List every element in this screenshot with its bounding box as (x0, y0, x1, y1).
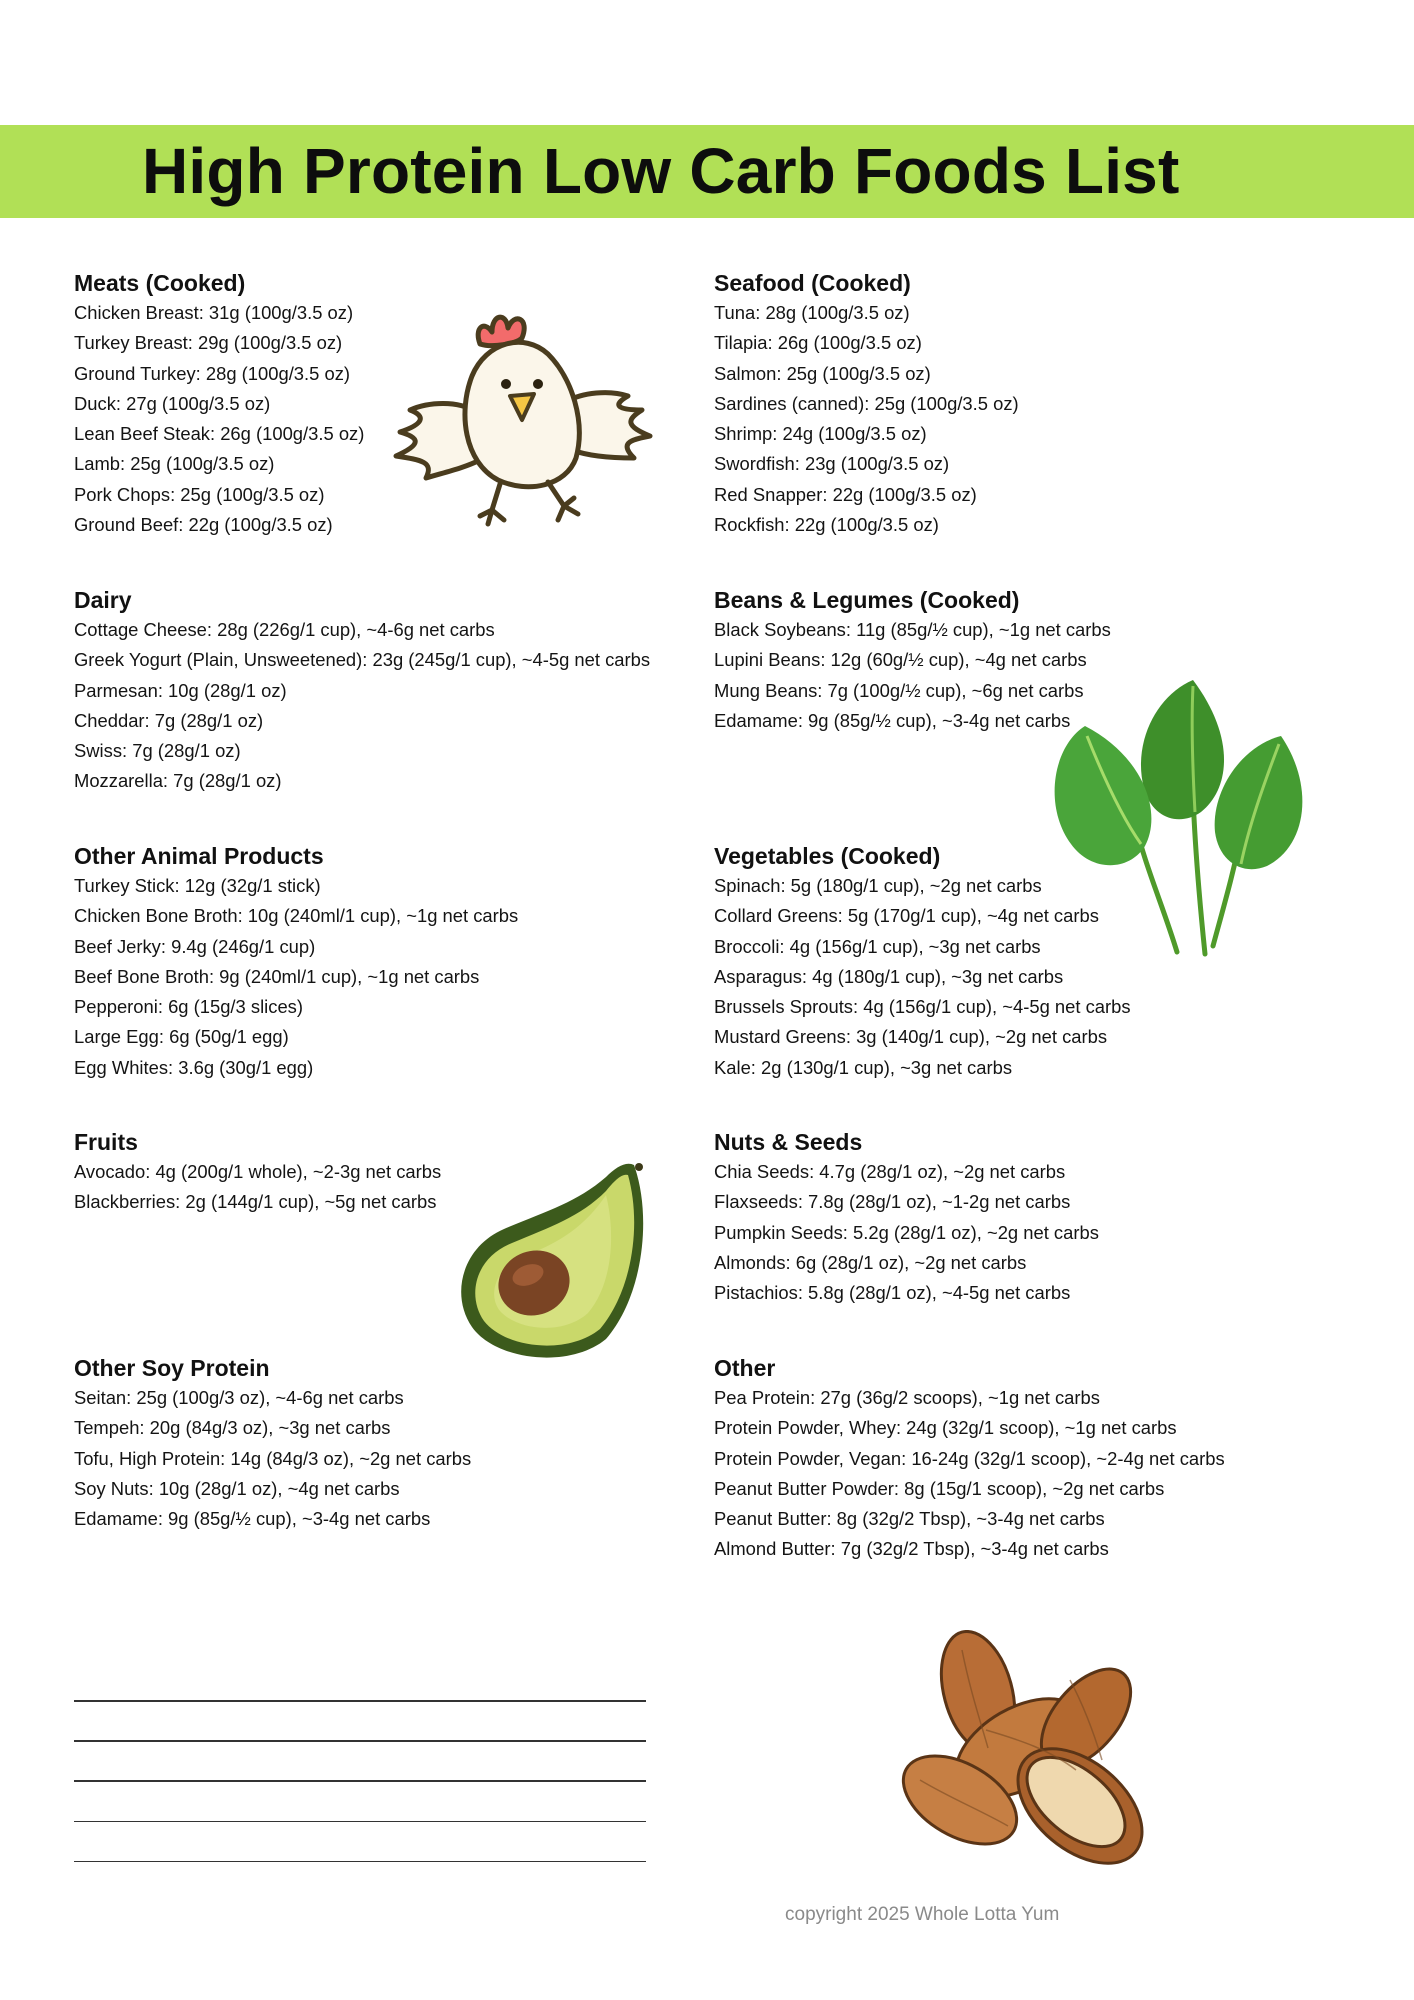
food-list (714, 1157, 1099, 1308)
food-item: Shrimp: 24g (100g/3.5 oz) (714, 423, 927, 445)
food-item: Asparagus: 4g (180g/1 cup), ~3g net carbs (714, 965, 1064, 987)
food-item: Mustard Greens: 3g (140g/1 cup), ~2g net carbs (714, 1026, 1108, 1048)
food-item: Ground Beef: 22g (100g/3.5 oz) (74, 514, 333, 536)
food-item: Seitan: 25g (100g/3 oz), ~4-6g net carbs (74, 1387, 404, 1408)
section-heading: Other (714, 1355, 776, 1381)
food-item: Lamb: 25g (100g/3.5 oz) (74, 453, 275, 475)
food-item: Duck: 27g (100g/3.5 oz) (74, 392, 271, 414)
note-line (74, 1700, 646, 1702)
section-other (714, 1353, 1225, 1565)
section-meats (74, 268, 364, 540)
note-line (74, 1780, 646, 1782)
food-item: Collard Greens: 5g (170g/1 cup), ~4g net carbs (714, 905, 1099, 927)
almonds-illustration (890, 1630, 1180, 1880)
food-item: Beef Bone Broth: 9g (240ml/1 cup), ~1g net carbs (74, 965, 480, 987)
food-item: Large Egg: 6g (50g/1 egg) (74, 1026, 289, 1048)
section-heading: Meats (Cooked) (74, 270, 246, 296)
section-heading: Fruits (74, 1129, 138, 1155)
food-item: Red Snapper: 22g (100g/3.5 oz) (714, 483, 977, 505)
section-heading: Other Soy Protein (74, 1355, 270, 1381)
avocado-illustration (456, 1155, 652, 1361)
note-line (74, 1821, 646, 1823)
food-list (74, 615, 650, 797)
food-item: Egg Whites: 3.6g (30g/1 egg) (74, 1056, 314, 1078)
food-item: Peanut Butter: 8g (32g/2 Tbsp), ~3-4g net carbs (714, 1508, 1105, 1530)
food-item: Rockfish: 22g (100g/3.5 oz) (714, 514, 939, 536)
food-item: Mozzarella: 7g (28g/1 oz) (74, 770, 282, 792)
food-item: Cheddar: 7g (28g/1 oz) (74, 709, 264, 731)
page-title: High Protein Low Carb Foods List (142, 135, 1180, 207)
section-heading: Nuts & Seeds (714, 1129, 863, 1155)
section-heading: Other Animal Products (74, 843, 324, 869)
food-item: Lupini Beans: 12g (60g/½ cup), ~4g net carbs (714, 649, 1087, 671)
food-item: Turkey Breast: 29g (100g/3.5 oz) (74, 332, 343, 354)
food-item: Spinach: 5g (180g/1 cup), ~2g net carbs (714, 875, 1042, 896)
section-dairy (74, 585, 650, 797)
section-seafood (714, 268, 1019, 540)
notes-lines (74, 1700, 646, 1901)
food-item: Tofu, High Protein: 14g (84g/3 oz), ~2g net carbs (74, 1447, 472, 1469)
food-item: Black Soybeans: 11g (85g/½ cup), ~1g net carbs (714, 619, 1111, 640)
food-item: Sardines (canned): 25g (100g/3.5 oz) (714, 392, 1019, 414)
section-heading: Seafood (Cooked) (714, 270, 911, 296)
food-item: Edamame: 9g (85g/½ cup), ~3-4g net carbs (74, 1508, 431, 1530)
food-item: Almond Butter: 7g (32g/2 Tbsp), ~3-4g net carbs (714, 1538, 1109, 1560)
food-item: Swordfish: 23g (100g/3.5 oz) (714, 453, 950, 475)
food-list (74, 1383, 471, 1534)
section-nuts-seeds (714, 1127, 1099, 1308)
food-item: Kale: 2g (130g/1 cup), ~3g net carbs (714, 1056, 1013, 1078)
food-list (74, 298, 364, 540)
section-other-animal-products (74, 841, 518, 1083)
food-item: Turkey Stick: 12g (32g/1 stick) (74, 875, 321, 896)
food-item: Almonds: 6g (28g/1 oz), ~2g net carbs (714, 1251, 1027, 1273)
food-list (714, 1383, 1225, 1565)
food-item: Protein Powder, Whey: 24g (32g/1 scoop), ~1g net carbs (714, 1417, 1177, 1439)
food-list (74, 1157, 441, 1218)
food-item: Brussels Sprouts: 4g (156g/1 cup), ~4-5g net carbs (714, 996, 1131, 1018)
food-item: Swiss: 7g (28g/1 oz) (74, 740, 241, 762)
food-item: Tempeh: 20g (84g/3 oz), ~3g net carbs (74, 1417, 391, 1439)
food-item: Lean Beef Steak: 26g (100g/3.5 oz) (74, 423, 365, 445)
note-line (74, 1861, 646, 1863)
food-item: Tuna: 28g (100g/3.5 oz) (714, 302, 910, 323)
food-item: Pepperoni: 6g (15g/3 slices) (74, 996, 303, 1018)
food-item: Ground Turkey: 28g (100g/3.5 oz) (74, 362, 351, 384)
chicken-illustration (388, 292, 668, 542)
food-item: Broccoli: 4g (156g/1 cup), ~3g net carbs (714, 935, 1041, 957)
food-item: Soy Nuts: 10g (28g/1 oz), ~4g net carbs (74, 1477, 400, 1499)
food-item: Salmon: 25g (100g/3.5 oz) (714, 362, 931, 384)
food-item: Greek Yogurt (Plain, Unsweetened): 23g (245g/1 cup), ~4-5g net carbs (74, 649, 651, 671)
spinach-illustration (1045, 676, 1315, 958)
food-item: Parmesan: 10g (28g/1 oz) (74, 679, 287, 701)
food-item: Chicken Bone Broth: 10g (240ml/1 cup), ~1g net carbs (74, 905, 519, 927)
title-banner (0, 125, 1414, 218)
copyright-text: copyright 2025 Whole Lotta Yum (785, 1904, 1060, 1925)
food-item: Mung Beans: 7g (100g/½ cup), ~6g net carbs (714, 679, 1084, 701)
section-heading: Beans & Legumes (Cooked) (714, 587, 1020, 613)
food-item: Pistachios: 5.8g (28g/1 oz), ~4-5g net carbs (714, 1282, 1071, 1304)
food-item: Pork Chops: 25g (100g/3.5 oz) (74, 483, 325, 505)
section-other-soy-protein (74, 1353, 471, 1534)
food-item: Tilapia: 26g (100g/3.5 oz) (714, 332, 922, 354)
food-item: Flaxseeds: 7.8g (28g/1 oz), ~1-2g net carbs (714, 1191, 1071, 1213)
section-heading: Dairy (74, 587, 132, 613)
food-item: Peanut Butter Powder: 8g (15g/1 scoop), ~2g net carbs (714, 1477, 1165, 1499)
section-fruits (74, 1127, 441, 1218)
food-item: Pea Protein: 27g (36g/2 scoops), ~1g net carbs (714, 1387, 1100, 1408)
food-item: Beef Jerky: 9.4g (246g/1 cup) (74, 935, 316, 957)
food-list (714, 298, 1019, 540)
food-item: Pumpkin Seeds: 5.2g (28g/1 oz), ~2g net carbs (714, 1221, 1099, 1243)
food-item: Avocado: 4g (200g/1 whole), ~2-3g net carbs (74, 1161, 442, 1182)
food-item: Chicken Breast: 31g (100g/3.5 oz) (74, 302, 354, 323)
food-item: Cottage Cheese: 28g (226g/1 cup), ~4-6g net carbs (74, 619, 495, 640)
food-item: Protein Powder, Vegan: 16-24g (32g/1 scoop), ~2-4g net carbs (714, 1447, 1225, 1469)
food-item: Edamame: 9g (85g/½ cup), ~3-4g net carbs (714, 709, 1071, 731)
food-item: Blackberries: 2g (144g/1 cup), ~5g net carbs (74, 1191, 437, 1213)
section-heading: Vegetables (Cooked) (714, 843, 941, 869)
food-item: Chia Seeds: 4.7g (28g/1 oz), ~2g net carbs (714, 1161, 1066, 1182)
note-line (74, 1740, 646, 1742)
food-list (74, 871, 518, 1083)
